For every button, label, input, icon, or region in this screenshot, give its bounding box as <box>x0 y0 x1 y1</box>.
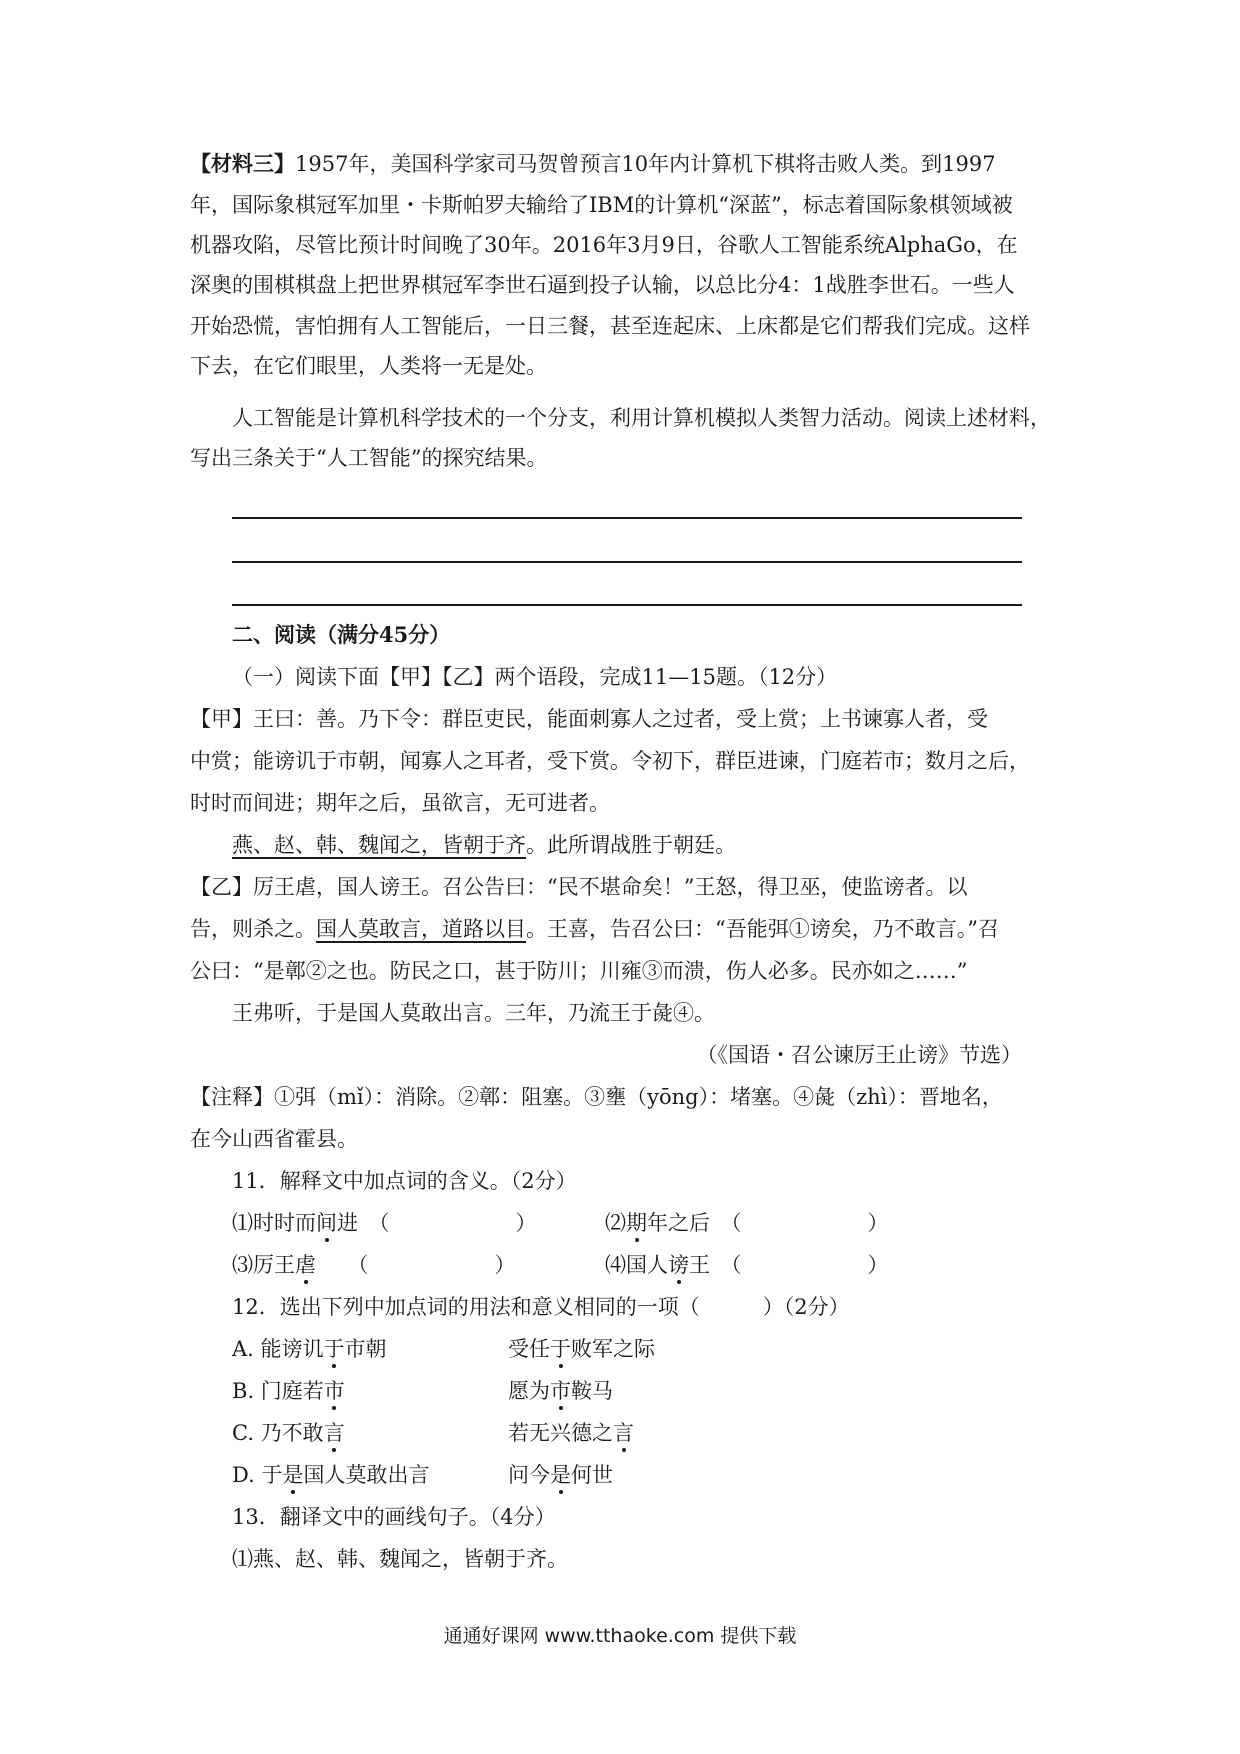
passage-source: （《国语・召公谏厉王止谤》节选） <box>696 1043 1022 1067</box>
material3-line-1: 【材料三】1957年，美国科学家司马贺曾预言10年内计算机下棋将击败人类。到1997 <box>190 151 996 176</box>
passage-yi-line-4: 王弗听，于是国人莫敢出言。三年，乃流王于彘④。 <box>232 1001 715 1025</box>
notes-line-1: 【注释】①弭（mǐ）：消除。②鄣：阻塞。③壅（yōng）：堵塞。④彘（zhì）：晋地名， <box>190 1085 1003 1109</box>
footer-credit: 通通好课网 www.tthaoke.com 提供下载 <box>443 1625 797 1647</box>
section2-title: 二、阅读（满分45分） <box>232 622 451 647</box>
q13-item-1: ⑴燕、赵、韩、魏闻之，皆朝于齐。 <box>232 1547 568 1571</box>
passage-jia-line-4: 燕、赵、韩、魏闻之，皆朝于齐。此所谓战胜于朝廷。 <box>232 833 736 857</box>
passage-yi-line-3: 公曰：“是鄣②之也。防民之口，甚于防川；川雍③而溃，伤人必多。民亦如之……” <box>190 959 968 983</box>
q11-item-1: ⑴时时而间进 （ ） <box>232 1208 1102 1238</box>
q11-blank-2[interactable]: （ ） <box>731 1211 889 1235</box>
q12-option-c[interactable]: C. 乃不敢言 <box>232 1418 1102 1448</box>
q11-blank-4[interactable]: （ ） <box>731 1253 889 1277</box>
material3-line-6: 下去，在它们眼里，人类将一无是处。 <box>190 354 547 378</box>
material3-line-4: 深奥的围棋棋盘上把世界棋冠军李世石逼到投子认输，以总比分4：1战胜李世石。一些人 <box>190 273 1015 297</box>
passage-jia-line-3: 时时而间进；期年之后，虽欲言，无可进者。 <box>190 791 610 815</box>
material3-line-5: 开始恐慌，害怕拥有人工智能后，一日三餐，甚至连起床、上床都是它们帮我们完成。这样 <box>190 314 1030 338</box>
answer-line-1[interactable] <box>232 517 1022 519</box>
q12-option-a-compare: 受任于败军之际 <box>508 1334 908 1364</box>
passage-jia-line-1: 【甲】王曰：善。乃下令：群臣吏民，能面刺寡人之过者，受上赏；上书谏寡人者，受 <box>190 707 988 731</box>
material3-line-2: 年，国际象棋冠军加里・卡斯帕罗夫输给了IBM的计算机“深蓝”，标志着国际象棋领域被 <box>190 193 1013 217</box>
q11-item-4: ⑷国人谤王 （ ） <box>605 1250 1005 1280</box>
q12-option-c-compare: 若无兴德之言 <box>508 1418 908 1448</box>
material3-line-3: 机器攻陷，尽管比预计时间晚了30年。2016年3月9日，谷歌人工智能系统AlphaGo，在 <box>190 233 1018 257</box>
q13-stem: 13．翻译文中的画线句子。（4分） <box>232 1505 556 1529</box>
q12-option-d[interactable]: D. 于是国人莫敢出言 <box>232 1460 1102 1490</box>
passage-yi-line-1: 【乙】厉王虐，国人谤王。召公告曰：“民不堪命矣！”王怒，得卫巫，使监谤者。以 <box>190 875 968 899</box>
q12-option-a[interactable]: A. 能谤讥于市朝 <box>232 1334 1102 1364</box>
material3-prompt-1: 人工智能是计算机科学技术的一个分支，利用计算机模拟人类智力活动。阅读上述材料， <box>232 406 1051 430</box>
q11-stem: 11．解释文中加点词的含义。（2分） <box>232 1169 577 1193</box>
material3-label: 【材料三】 <box>190 151 295 176</box>
underlined-sentence-1: 燕、赵、韩、魏闻之，皆朝于齐 <box>232 833 526 857</box>
q11-blank-3[interactable]: （ ） <box>358 1253 516 1277</box>
answer-line-3[interactable] <box>232 604 1022 606</box>
passage-yi-line-2: 告，则杀之。国人莫敢言，道路以目。王喜，告召公曰：“吾能弭①谤矣，乃不敢言。”召 <box>190 917 999 941</box>
q12-option-d-compare: 问今是何世 <box>508 1460 908 1490</box>
q12-option-b-compare: 愿为市鞍马 <box>508 1376 908 1406</box>
q11-item-3: ⑶厉王虐 （ ） <box>232 1250 1102 1280</box>
passage-jia-line-2: 中赏；能谤讥于市朝，闻寡人之耳者，受下赏。令初下，群臣进谏，门庭若市；数月之后， <box>190 749 1030 773</box>
part1-intro: （一）阅读下面【甲】【乙】两个语段，完成11—15题。（12分） <box>232 665 838 689</box>
q11-blank-1[interactable]: （ ） <box>379 1211 537 1235</box>
notes-line-2: 在今山西省霍县。 <box>190 1127 358 1151</box>
q12-option-b[interactable]: B. 门庭若市 <box>232 1376 1102 1406</box>
material3-prompt-2: 写出三条关于“人工智能”的探究结果。 <box>190 446 548 470</box>
answer-line-2[interactable] <box>232 561 1022 563</box>
underlined-sentence-2: 国人莫敢言，道路以目 <box>316 917 526 941</box>
q12-stem: 12．选出下列中加点词的用法和意义相同的一项（ ）（2分） <box>232 1295 850 1319</box>
q11-item-2: ⑵期年之后 （ ） <box>605 1208 1005 1238</box>
